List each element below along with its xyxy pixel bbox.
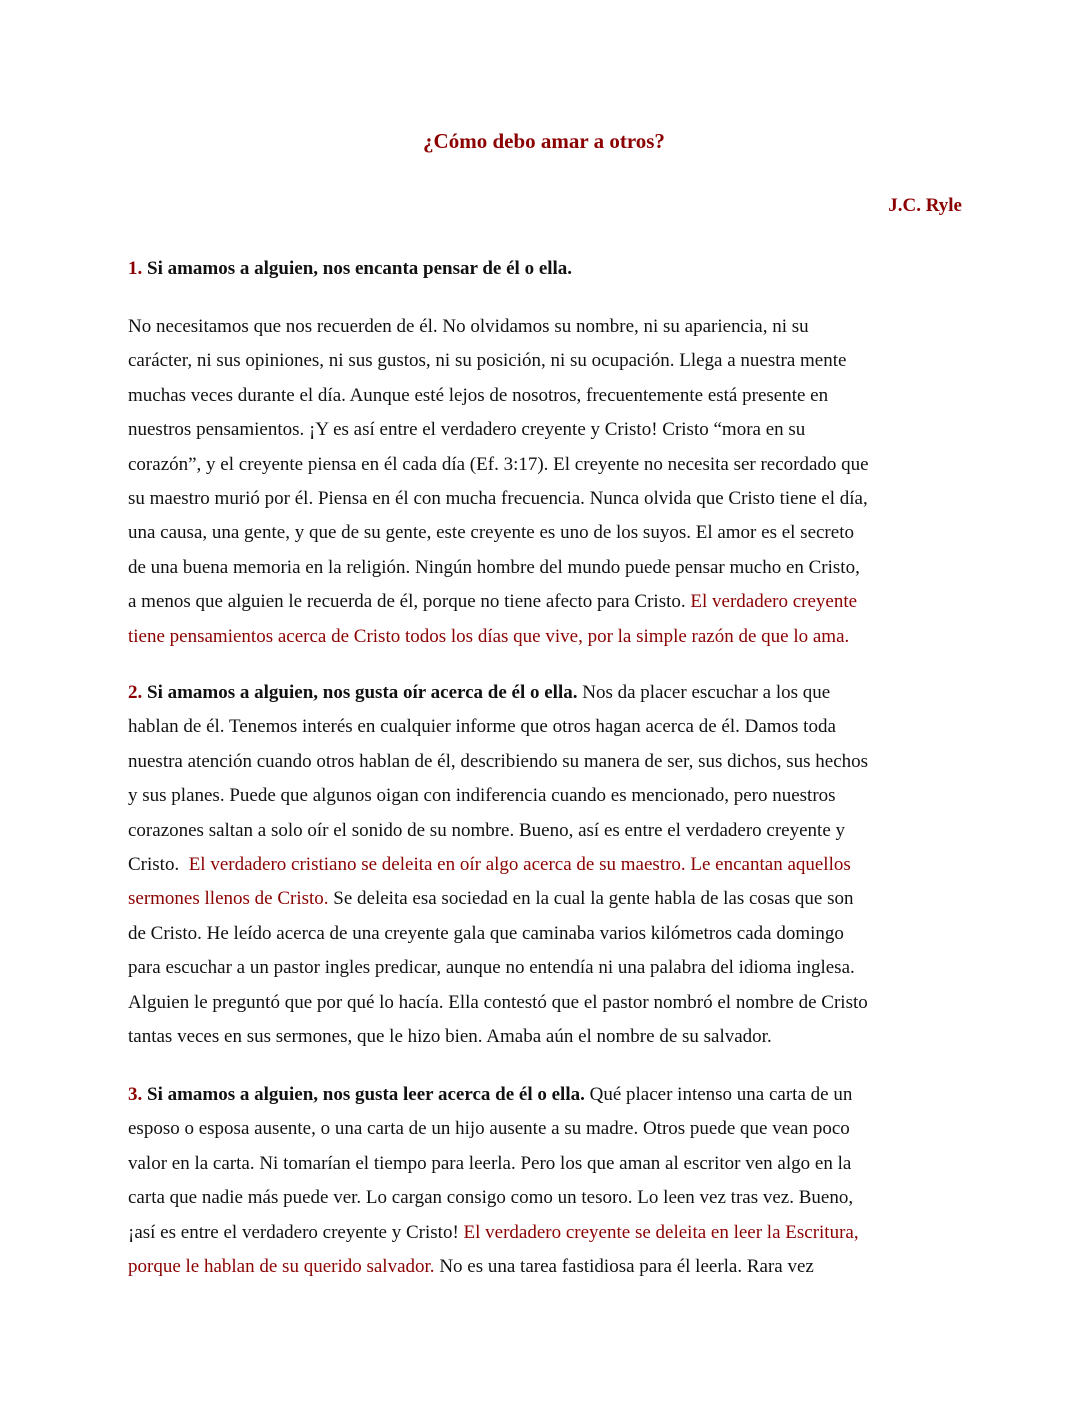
paragraph-line: corazones saltan a solo oír el sonido de su nombre. Bueno, así es entre el verdadero creyente y xyxy=(128,819,845,841)
paragraph-line: para escuchar a un pastor ingles predicar, aunque no entendía ni una palabra del idioma inglesa. xyxy=(128,957,855,979)
section-3-number: 3. xyxy=(128,1084,143,1105)
highlighted-text: El verdadero creyente xyxy=(690,591,858,613)
paragraph-line: No necesitamos que nos recuerden de él. No olvidamos su nombre, ni su apariencia, ni su xyxy=(128,316,809,337)
paragraph-line: muchas veces durante el día. Aunque esté lejos de nosotros, frecuentemente está presente en xyxy=(128,384,829,406)
plain-text: Se deleita esa sociedad en la cual la gente habla de las cosas que son xyxy=(328,888,854,910)
plain-text: ¡así es entre el verdadero creyente y Cristo! xyxy=(128,1221,464,1243)
highlighted-text: El verdadero creyente se deleita en leer la Escritura, xyxy=(463,1221,859,1243)
section-2-number: 2. xyxy=(128,682,143,703)
document-title: ¿Cómo debo amar a otros? xyxy=(423,129,665,153)
paragraph-line xyxy=(128,1250,968,1284)
section-1-paragraph xyxy=(128,310,968,654)
paragraph-line xyxy=(128,1216,968,1250)
paragraph-line: carácter, ni sus opiniones, ni sus gustos, ni su posición, ni su ocupación. Llega a nuestra mente xyxy=(128,350,847,372)
section-2-heading xyxy=(128,676,968,710)
paragraph-line: valor en la carta. Ni tomarían el tiempo para leerla. Pero los que aman al escritor ven algo en la xyxy=(128,1152,852,1174)
paragraph-line: nuestra atención cuando otros hablan de él, describiendo su manera de ser, sus dichos, sus hechos xyxy=(128,750,869,772)
paragraph-line xyxy=(128,848,968,882)
highlighted-text: El verdadero cristiano se deleita en oír algo acerca de su maestro. Le encantan aquellos xyxy=(188,853,851,875)
paragraph-line: corazón”, y el creyente piensa en él cada día (Ef. 3:17). El creyente no necesita ser recordado que xyxy=(128,453,869,475)
paragraph-line: carta que nadie más puede ver. Lo cargan consigo como un tesoro. Lo leen vez tras vez. Bueno, xyxy=(128,1187,854,1209)
paragraph-line: una causa, una gente, y que de su gente, este creyente es uno de los suyos. El amor es el secreto xyxy=(128,522,854,544)
paragraph-line: de Cristo. He leído acerca de una creyente gala que caminaba varios kilómetros cada domingo xyxy=(128,922,844,944)
paragraph-line: nuestros pensamientos. ¡Y es así entre el verdadero creyente y Cristo! Cristo “mora en su xyxy=(128,419,806,441)
plain-text: No es una tarea fastidiosa para él leerla. Rara vez xyxy=(434,1255,814,1277)
paragraph-line xyxy=(128,882,968,916)
paragraph-line: su maestro murió por él. Piensa en él con mucha frecuencia. Nunca olvida que Cristo tiene el día, xyxy=(128,487,868,509)
highlighted-text: porque le hablan de su querido salvador. xyxy=(128,1255,435,1277)
section-1-heading-text: Si amamos a alguien, nos encanta pensar de él o ella. xyxy=(142,258,573,279)
paragraph-line: hablan de él. Tenemos interés en cualquier informe que otros hagan acerca de él. Damos toda xyxy=(128,716,836,738)
plain-text: Qué placer intenso una carta de un xyxy=(584,1084,853,1105)
section-3-heading xyxy=(128,1078,968,1112)
highlighted-line: tiene pensamientos acerca de Cristo todos los días que vive, por la simple razón de que lo ama. xyxy=(128,625,850,647)
section-1-number: 1. xyxy=(128,258,143,279)
paragraph-line xyxy=(128,585,968,619)
highlighted-text: sermones llenos de Cristo. xyxy=(128,888,329,910)
paragraph-line: de una buena memoria en la religión. Ningún hombre del mundo puede pensar mucho en Cristo, xyxy=(128,556,860,578)
section-2-paragraph xyxy=(128,676,968,1054)
plain-text: a menos que alguien le recuerda de él, porque no tiene afecto para Cristo. xyxy=(128,591,691,613)
section-2-heading-text: Si amamos a alguien, nos gusta oír acerca de él o ella. xyxy=(142,682,578,703)
plain-text: Nos da placer escuchar a los que xyxy=(577,682,831,703)
paragraph-line: y sus planes. Puede que algunos oigan con indiferencia cuando es mencionado, pero nuestros xyxy=(128,785,836,807)
section-3-paragraph xyxy=(128,1078,968,1284)
plain-text: Cristo. xyxy=(128,853,189,875)
section-1-heading xyxy=(128,252,572,286)
section-3-heading-text: Si amamos a alguien, nos gusta leer acerca de él o ella. xyxy=(142,1084,585,1105)
paragraph-line: esposo o esposa ausente, o una carta de un hijo ausente a su madre. Otros puede que vean poco xyxy=(128,1118,850,1140)
paragraph-line: tantas veces en sus sermones, que le hizo bien. Amaba aún el nombre de su salvador. xyxy=(128,1025,772,1047)
paragraph-line: Alguien le preguntó que por qué lo hacía. Ella contestó que el pastor nombró el nombre de Cristo xyxy=(128,991,868,1013)
document-author: J.C. Ryle xyxy=(888,195,962,216)
